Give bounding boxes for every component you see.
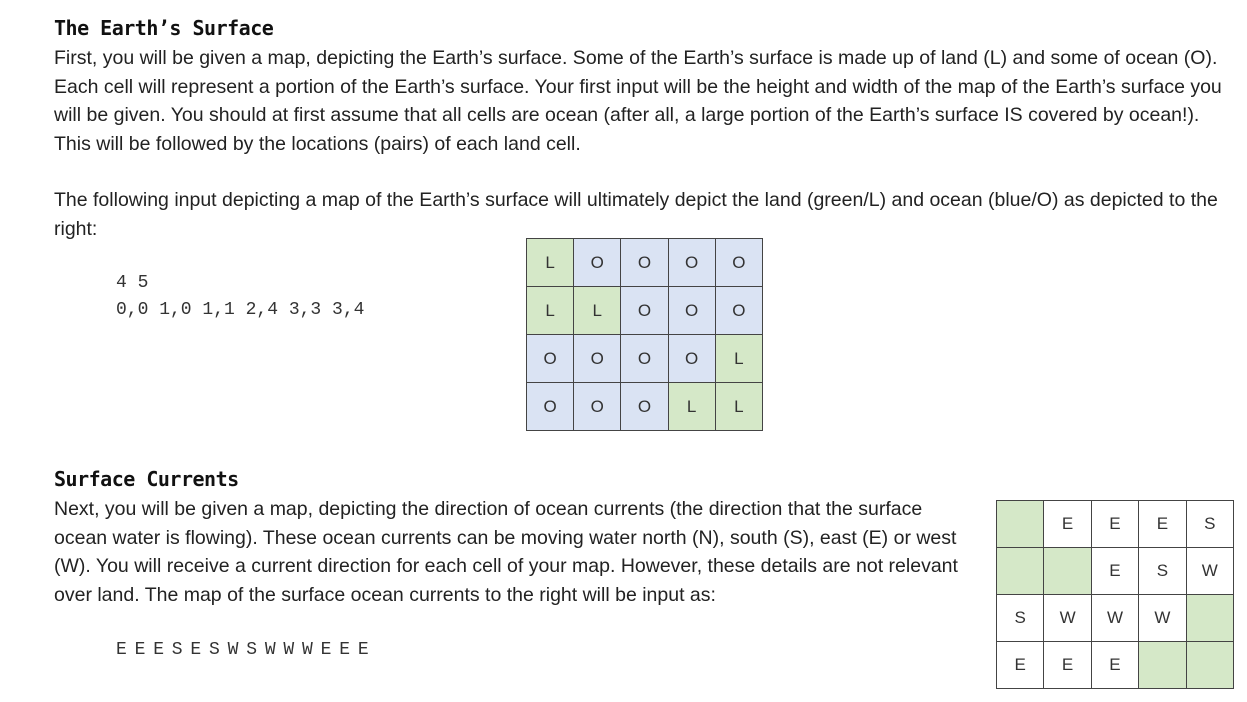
land-grid-row: [527, 383, 763, 431]
current-cell: W: [1139, 595, 1186, 642]
current-cell: E: [1044, 642, 1091, 689]
ocean-cell: O: [621, 383, 668, 431]
land-ocean-grid: [526, 238, 763, 431]
land-cell: [1186, 642, 1233, 689]
current-cell: E: [1091, 548, 1138, 595]
section-title-earth-surface: The Earth’s Surface: [54, 16, 274, 40]
earth-surface-map-intro: The following input depicting a map of the Earth’s surface will ultimately depict the land (green/L) and ocean (blue/O) as depicted to the right:: [54, 189, 1218, 240]
land-cell: [997, 548, 1044, 595]
ocean-cell: O: [668, 335, 715, 383]
current-cell: E: [1091, 501, 1138, 548]
land-cell: L: [527, 239, 574, 287]
ocean-cell: O: [668, 287, 715, 335]
current-grid-row: [997, 501, 1234, 548]
current-cell: S: [1186, 501, 1233, 548]
ocean-cell: O: [715, 239, 762, 287]
current-cell: E: [1044, 501, 1091, 548]
land-grid-row: [527, 239, 763, 287]
ocean-currents-grid: [996, 500, 1234, 689]
earth-surface-paragraph: First, you will be given a map, depicting the Earth’s surface. Some of the Earth’s surface is made up of land (L) and some of ocean (O). Each cell will represent a portion of the Earth’s surface. Your first input will be the height and width of the map of the Earth’s surface you will be given. You should at first assume that all cells are ocean (after all, a large portion of the Earth’s surface IS covered by ocean!). This will be followed by the locations (pairs) of each land cell.: [54, 47, 1222, 155]
current-grid-row: [997, 642, 1234, 689]
ocean-cell: O: [527, 335, 574, 383]
ocean-cell: O: [621, 239, 668, 287]
land-cell: L: [715, 335, 762, 383]
ocean-cell: O: [668, 239, 715, 287]
ocean-cell: O: [527, 383, 574, 431]
current-cell: E: [997, 642, 1044, 689]
land-cell: [1044, 548, 1091, 595]
ocean-cell: O: [574, 335, 621, 383]
ocean-cell: O: [574, 239, 621, 287]
land-cell: L: [668, 383, 715, 431]
current-cell: S: [1139, 548, 1186, 595]
ocean-cell: O: [621, 287, 668, 335]
currents-input-line: E E E S E S W S W W W E E E: [116, 640, 369, 660]
current-cell: S: [997, 595, 1044, 642]
section-title-surface-currents: Surface Currents: [54, 467, 239, 491]
map-input-dimensions: 4 5: [116, 273, 149, 293]
ocean-cell: O: [621, 335, 668, 383]
land-cell: [997, 501, 1044, 548]
land-cell: L: [527, 287, 574, 335]
current-cell: W: [1091, 595, 1138, 642]
current-cell: E: [1091, 642, 1138, 689]
current-grid-row: [997, 595, 1234, 642]
current-cell: W: [1044, 595, 1091, 642]
land-cell: L: [715, 383, 762, 431]
land-cell: [1139, 642, 1186, 689]
ocean-cell: O: [574, 383, 621, 431]
surface-currents-paragraph: Next, you will be given a map, depicting the direction of ocean currents (the direction that the surface ocean water is flowing). These ocean currents can be moving water north (N), south (S), east (E) or west (W). You will receive a current direction for each cell of your map. However, these details are not relevant over land. The map of the surface ocean currents to the right will be input as:: [54, 498, 958, 606]
land-cell: [1186, 595, 1233, 642]
land-grid-row: [527, 335, 763, 383]
land-grid-row: [527, 287, 763, 335]
ocean-cell: O: [715, 287, 762, 335]
current-cell: E: [1139, 501, 1186, 548]
land-cell: L: [574, 287, 621, 335]
current-grid-row: [997, 548, 1234, 595]
map-input-land-cells: 0,0 1,0 1,1 2,4 3,3 3,4: [116, 300, 365, 320]
current-cell: W: [1186, 548, 1233, 595]
